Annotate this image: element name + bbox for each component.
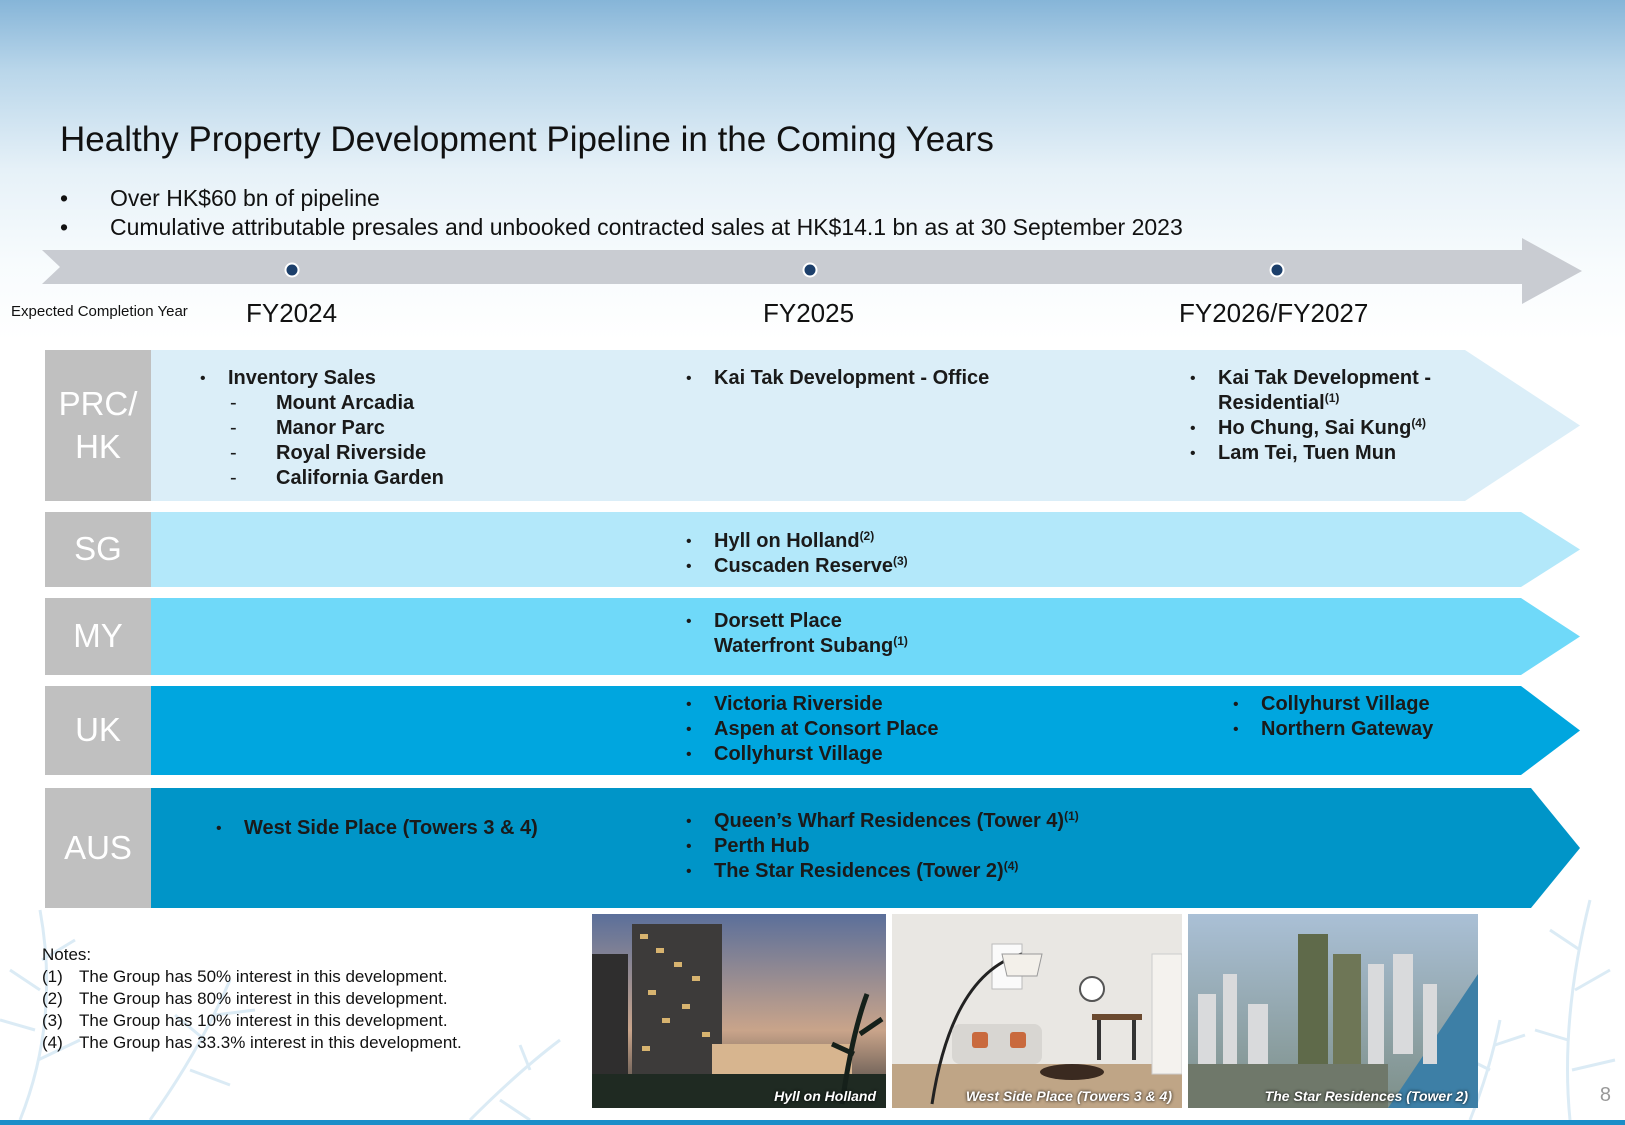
list-item-text: Kai Tak Development - [1218, 367, 1432, 389]
list-item: - Royal Riverside [200, 441, 444, 466]
list-item: • Northern Gateway [1233, 717, 1433, 742]
uk-fy2025-cell [686, 692, 939, 767]
aus-fy2025-cell [686, 809, 1079, 884]
note-key: (3) [42, 1011, 63, 1030]
year-fy2024: FY2024 [246, 298, 338, 328]
list-item [686, 809, 1079, 834]
notes [42, 944, 462, 1054]
note-text: The Group has 33.3% interest in this development. [79, 1033, 462, 1052]
note-item [42, 966, 462, 988]
list-item: - Mount Arcadia [200, 391, 444, 416]
footnote-marker: (1) [1324, 391, 1340, 405]
year-fy2025: FY2025 [763, 298, 855, 328]
photo-hyll-on-holland [592, 914, 886, 1108]
list-item [1190, 391, 1431, 416]
prc-fy2026-cell [1190, 366, 1431, 466]
list-item [1190, 366, 1431, 391]
list-item-text: Lam Tei, Tuen Mun [1218, 442, 1397, 464]
list-item-text: Waterfront Subang [714, 635, 894, 657]
timeline-dot-fy2025 [804, 264, 817, 277]
list-item [1190, 441, 1431, 466]
lane-label-my [45, 598, 151, 675]
photo-west-side-place [892, 914, 1182, 1108]
uk-fy2026-cell [1233, 692, 1433, 742]
timeline-arrow [42, 238, 1582, 304]
list-item [686, 554, 908, 579]
photo-caption: West Side Place (Towers 3 & 4) [965, 1088, 1172, 1104]
timeline-dot-fy2024 [286, 264, 299, 277]
footnote-marker: (1) [893, 634, 908, 648]
bottom-bar [0, 1120, 1625, 1125]
footnote-marker: (4) [1411, 416, 1426, 430]
note-item [42, 1010, 462, 1032]
footnote-marker: (1) [1064, 809, 1079, 823]
note-key: (4) [42, 1033, 63, 1052]
note-item [42, 1032, 462, 1054]
lane-label-uk [45, 686, 151, 775]
list-item-text: Hyll on Holland [714, 530, 860, 552]
list-item: • West Side Place (Towers 3 & 4) [216, 816, 538, 841]
list-item-text: Ho Chung, Sai Kung [1218, 417, 1412, 439]
my-fy2025-cell [686, 609, 908, 659]
lane-label-aus-text: AUS [64, 828, 132, 866]
summary-bullet-2: • Cumulative attributable presales and unbooked contracted sales at HK$14.1 bn as at 30 September 2023 [60, 214, 1183, 240]
photo-caption: The Star Residences (Tower 2) [1264, 1088, 1468, 1104]
sg-fy2025-cell [686, 529, 908, 579]
summary-text-2: Cumulative attributable presales and unbooked contracted sales at HK$14.1 bn as at 30 September 2023 [110, 214, 1183, 240]
prc-fy2024-cell [200, 366, 444, 491]
aus-fy2024-cell [216, 816, 538, 841]
list-item-text: Queen’s Wharf Residences (Tower 4) [714, 810, 1065, 832]
list-item [686, 834, 1079, 859]
note-text: The Group has 80% interest in this development. [79, 989, 448, 1008]
prc-fy2025-cell [686, 366, 989, 391]
list-item [686, 609, 908, 634]
list-item [1190, 416, 1431, 441]
list-item: • Inventory Sales [200, 366, 444, 391]
list-item: • Collyhurst Village [686, 742, 939, 767]
list-item: - California Garden [200, 466, 444, 491]
list-item: • Victoria Riverside [686, 692, 939, 717]
footnote-marker: (4) [1003, 859, 1019, 873]
photo-caption: Hyll on Holland [774, 1088, 876, 1104]
list-item: • Collyhurst Village [1233, 692, 1433, 717]
list-item [686, 529, 908, 554]
note-text: The Group has 50% interest in this development. [79, 967, 448, 986]
note-text: The Group has 10% interest in this development. [79, 1011, 448, 1030]
list-item-text: The Star Residences (Tower 2) [714, 860, 1004, 882]
lane-label-aus [45, 788, 151, 908]
lane-label-sg [45, 512, 151, 587]
timeline-dot-fy2026 [1271, 264, 1284, 277]
lane-label-my-text: MY [73, 617, 123, 655]
footnote-marker: (2) [859, 529, 875, 543]
list-item: - Manor Parc [200, 416, 444, 441]
note-key: (2) [42, 989, 63, 1008]
list-item: • Kai Tak Development - Office [686, 366, 989, 391]
list-item-text: Residential [1218, 392, 1325, 414]
lane-label-uk-text: UK [75, 711, 121, 749]
year-fy2026: FY2026/FY2027 [1179, 298, 1369, 328]
page-number: 8 [1599, 1084, 1611, 1106]
expected-completion-label: Expected Completion Year [11, 303, 188, 320]
list-item [686, 859, 1079, 884]
notes-title: Notes: [42, 945, 92, 964]
note-item [42, 988, 462, 1010]
list-item [686, 634, 908, 659]
lane-label-sg-text: SG [74, 530, 122, 568]
summary-bullet-1: • Over HK$60 bn of pipeline [60, 185, 380, 211]
summary-text-1: Over HK$60 bn of pipeline [110, 185, 380, 211]
page-title: Healthy Property Development Pipeline in the Coming Years [60, 120, 994, 159]
list-item-text: Perth Hub [714, 835, 810, 857]
lane-label-prc-text: PRC/ HK [58, 384, 138, 465]
photo-star-residences [1188, 914, 1478, 1108]
list-item-text: Dorsett Place [714, 610, 842, 632]
lane-label-prc [45, 350, 151, 501]
list-item-text: Cuscaden Reserve [714, 555, 893, 577]
list-item: • Aspen at Consort Place [686, 717, 939, 742]
footnote-marker: (3) [892, 554, 908, 568]
note-key: (1) [42, 967, 63, 986]
